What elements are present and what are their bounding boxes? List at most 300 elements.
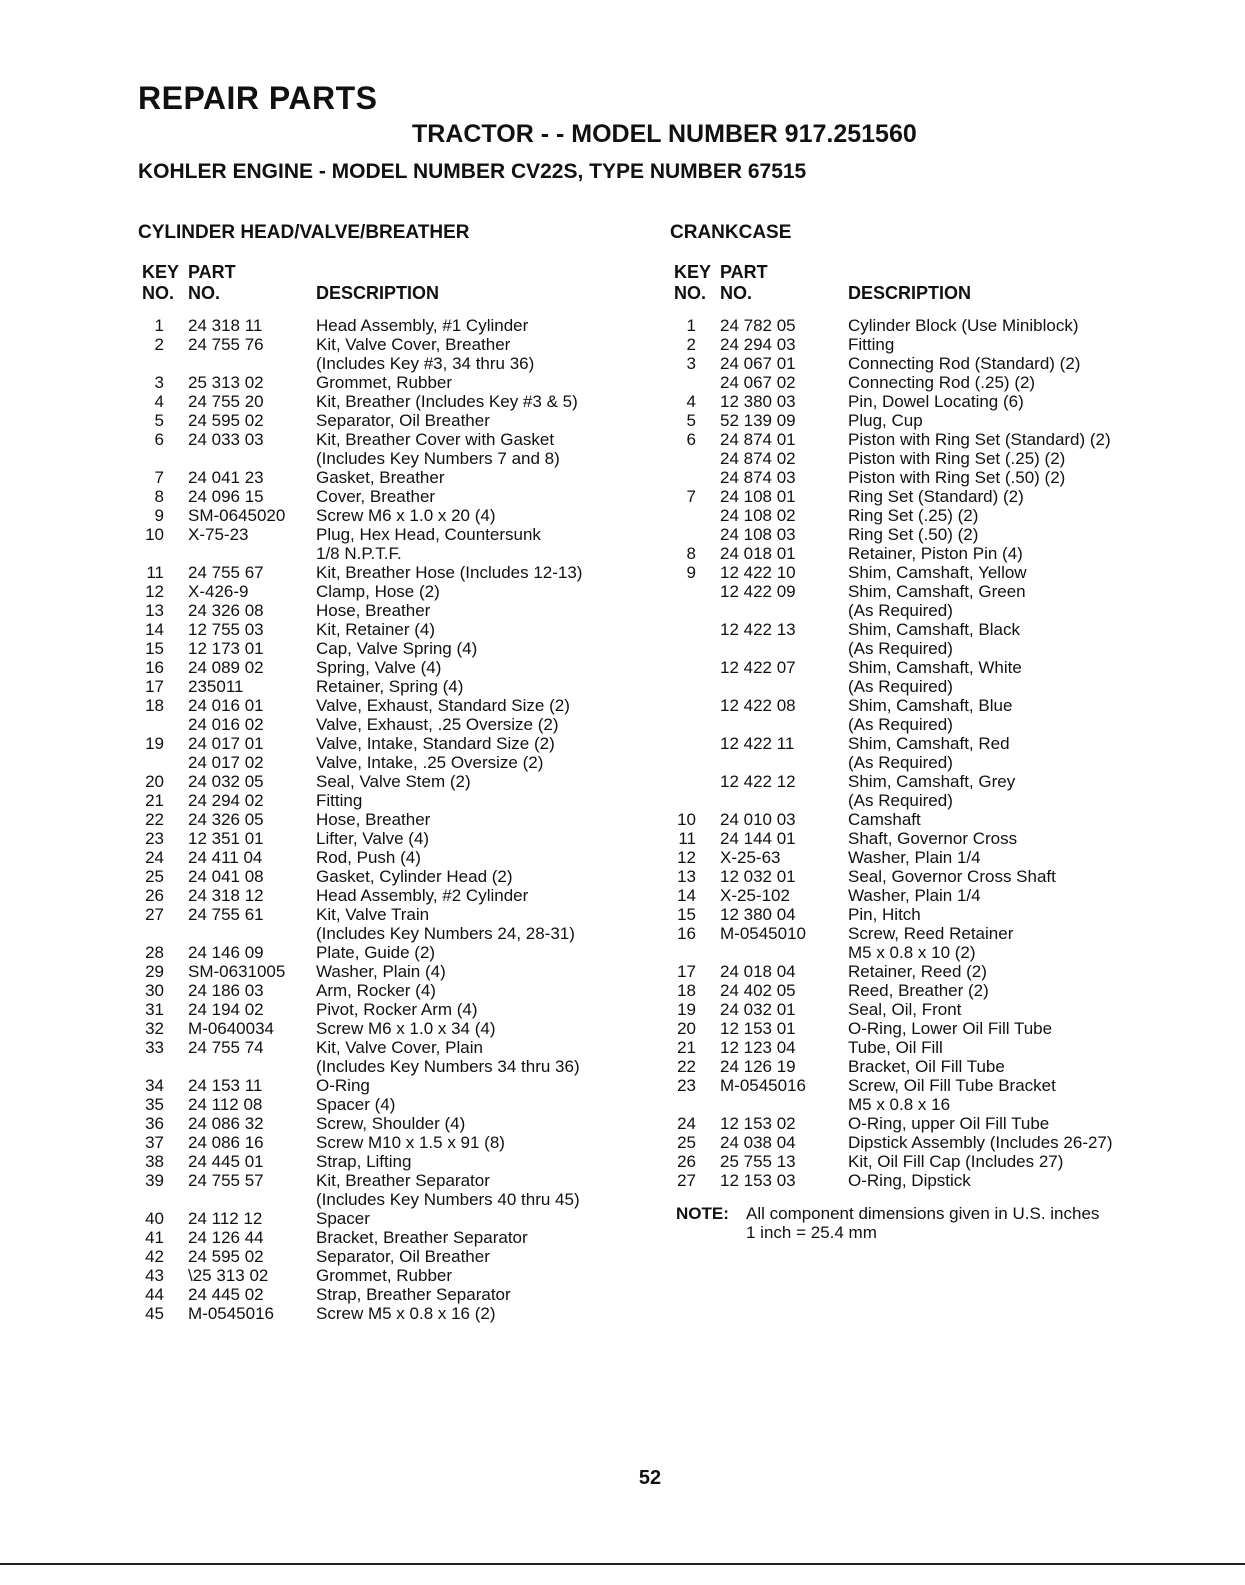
part-number: 24 318 12 [188,886,264,905]
part-row [138,430,638,449]
part-row [138,677,638,696]
part-description: Pin, Hitch [848,905,921,924]
part-description: Seal, Oil, Front [848,1000,962,1019]
part-row [138,810,638,829]
part-description: Head Assembly, #1 Cylinder [316,316,529,335]
part-number: 24 033 03 [188,430,264,449]
part-row [138,373,638,392]
key-number: 21 [677,1038,696,1057]
note-text-line1: All component dimensions given in U.S. inches [746,1204,1100,1223]
key-number: 34 [145,1076,164,1095]
column-headers [138,262,638,316]
key-number: 27 [145,905,164,924]
part-number: 24 032 05 [188,772,264,791]
part-description: Screw M6 x 1.0 x 20 (4) [316,506,496,525]
part-description: Kit, Retainer (4) [316,620,436,639]
part-row [670,620,1190,639]
part-row [138,335,638,354]
part-number: 24 294 03 [720,335,796,354]
part-number: 24 041 08 [188,867,264,886]
part-number: 24 108 03 [720,525,796,544]
key-number: 19 [145,734,164,753]
part-row [670,1000,1190,1019]
part-row [138,1095,638,1114]
part-description: Fitting [316,791,363,810]
part-description: (As Required) [848,715,953,734]
part-description: Washer, Plain 1/4 [848,886,981,905]
part-number: 24 318 11 [188,316,263,335]
part-number: 24 755 61 [188,905,264,924]
part-number: 12 380 03 [720,392,796,411]
part-description: O-Ring [316,1076,370,1095]
part-description: (Includes Key Numbers 24, 28-31) [316,924,575,943]
part-row [670,449,1190,468]
part-row [138,525,638,544]
part-row [670,772,1190,791]
part-description: Kit, Breather (Includes Key #3 & 5) [316,392,578,411]
key-number: 26 [677,1152,696,1171]
part-description: Retainer, Piston Pin (4) [848,544,1023,563]
part-description: Spring, Valve (4) [316,658,442,677]
key-number: 18 [145,696,164,715]
part-number: 24 294 02 [188,791,264,810]
part-number: SM-0645020 [188,506,286,525]
note-text-line2: 1 inch = 25.4 mm [746,1223,877,1242]
part-row [138,734,638,753]
part-number: 24 755 67 [188,563,264,582]
key-number: 15 [145,639,164,658]
part-row [138,411,638,430]
description-header: DESCRIPTION [316,283,440,303]
part-description: Retainer, Spring (4) [316,677,464,696]
part-row [138,696,638,715]
part-row [670,696,1190,715]
key-number: 17 [677,962,696,981]
part-row [138,1171,638,1190]
key-number: 11 [678,829,696,848]
part-number: 24 194 02 [188,1000,264,1019]
part-number: 12 422 09 [720,582,796,601]
part-description: Screw, Shoulder (4) [316,1114,466,1133]
key-number: 28 [145,943,164,962]
part-description: Kit, Valve Cover, Plain [316,1038,483,1057]
key-number: 10 [145,525,164,544]
part-row [138,1000,638,1019]
part-description: Shim, Camshaft, Black [848,620,1020,639]
part-number: 24 018 04 [720,962,796,981]
page-number: 52 [638,1467,662,1489]
part-row [670,1019,1190,1038]
part-row [670,943,1190,962]
part-number: 24 186 03 [188,981,264,1000]
column-headers [670,262,1190,316]
key-number: 1 [686,316,696,335]
part-description: (As Required) [848,753,953,772]
part-row [138,905,638,924]
part-row [670,791,1190,810]
part-number: X-426-9 [188,582,249,601]
part-row [138,1228,638,1247]
part-description: Bracket, Oil Fill Tube [848,1057,1005,1076]
part-header-line2: NO. [188,283,221,303]
cylinder-head-section [138,222,638,1323]
part-number: 24 086 32 [188,1114,264,1133]
part-row [670,658,1190,677]
part-description: Shim, Camshaft, Green [848,582,1026,601]
part-description: Plug, Cup [848,411,923,430]
key-number: 8 [154,487,164,506]
key-number: 8 [686,544,696,563]
part-description: Retainer, Reed (2) [848,962,987,981]
part-description: Screw M5 x 0.8 x 16 (2) [316,1304,496,1323]
part-number: 12 422 12 [720,772,796,791]
part-description: (As Required) [848,601,953,620]
part-description: Arm, Rocker (4) [316,981,436,1000]
part-number: M-0640034 [188,1019,275,1038]
tractor-model-heading: TRACTOR - - MODEL NUMBER 917.251560 [412,120,917,148]
part-number: 12 380 04 [720,905,796,924]
key-number: 14 [677,886,696,905]
part-description: (As Required) [848,677,953,696]
part-description: O-Ring, Dipstick [848,1171,971,1190]
part-row [138,1152,638,1171]
part-description: Separator, Oil Breather [316,1247,490,1266]
part-number: 24 411 04 [188,848,263,867]
part-row [670,316,1190,335]
part-number: 12 422 13 [720,620,796,639]
key-header-line2: NO. [142,283,175,303]
key-number: 16 [145,658,164,677]
part-description: O-Ring, Lower Oil Fill Tube [848,1019,1053,1038]
key-number: 18 [677,981,696,1000]
part-description: Reed, Breather (2) [848,981,989,1000]
key-number: 21 [145,791,164,810]
part-description: Pivot, Rocker Arm (4) [316,1000,478,1019]
part-row [138,1304,638,1323]
part-row [670,392,1190,411]
key-number: 4 [154,392,164,411]
part-description: M5 x 0.8 x 10 (2) [848,943,976,962]
part-number: 24 445 01 [188,1152,264,1171]
part-number: 24 096 15 [188,487,264,506]
part-number: 24 016 01 [188,696,264,715]
part-description: Rod, Push (4) [316,848,421,867]
part-description: Head Assembly, #2 Cylinder [316,886,529,905]
part-row [670,734,1190,753]
part-row [670,810,1190,829]
part-number: 24 126 19 [720,1057,796,1076]
section-title: CYLINDER HEAD/VALVE/BREATHER [138,222,470,243]
part-row [138,867,638,886]
key-number: 36 [145,1114,164,1133]
key-number: 6 [686,430,696,449]
part-number: 12 422 11 [720,734,795,753]
part-row [138,981,638,1000]
part-number: 12 422 10 [720,563,796,582]
key-number: 32 [145,1019,164,1038]
part-row [670,335,1190,354]
key-number: 2 [154,335,164,354]
key-number: 14 [145,620,164,639]
key-header-line1: KEY [674,262,712,282]
part-number: 12 351 01 [188,829,264,848]
key-number: 29 [145,962,164,981]
part-number: 24 144 01 [720,829,796,848]
part-description: Screw, Oil Fill Tube Bracket [848,1076,1056,1095]
part-row [670,886,1190,905]
key-number: 16 [677,924,696,943]
part-number: 25 755 13 [720,1152,796,1171]
part-description: Valve, Intake, .25 Oversize (2) [316,753,544,772]
part-number: 12 153 02 [720,1114,796,1133]
part-description: Ring Set (Standard) (2) [848,487,1024,506]
part-row [670,829,1190,848]
part-description: (Includes Key Numbers 7 and 8) [316,449,560,468]
page-title: REPAIR PARTS [138,80,378,116]
part-description: Camshaft [848,810,921,829]
key-number: 22 [677,1057,696,1076]
part-description: (Includes Key Numbers 40 thru 45) [316,1190,580,1209]
part-row [138,753,638,772]
part-number: 24 402 05 [720,981,796,1000]
part-row [670,468,1190,487]
part-description: Screw M6 x 1.0 x 34 (4) [316,1019,496,1038]
part-row [670,430,1190,449]
part-row [670,1095,1190,1114]
part-description: Connecting Rod (.25) (2) [848,373,1036,392]
part-description: Cap, Valve Spring (4) [316,639,478,658]
part-row [670,753,1190,772]
part-number: 24 126 44 [188,1228,264,1247]
key-number: 37 [145,1133,164,1152]
part-description: Bracket, Breather Separator [316,1228,528,1247]
part-description: Grommet, Rubber [316,373,453,392]
part-header-line1: PART [720,262,768,282]
part-row [138,620,638,639]
part-header-line1: PART [188,262,236,282]
part-row [138,506,638,525]
key-number: 45 [145,1304,164,1323]
part-description: Washer, Plain 1/4 [848,848,981,867]
part-row [138,449,638,468]
part-row [138,848,638,867]
part-description: Grommet, Rubber [316,1266,453,1285]
part-description: (As Required) [848,791,953,810]
part-row [670,677,1190,696]
part-description: Fitting [848,335,895,354]
part-number: X-25-102 [720,886,790,905]
key-number: 38 [145,1152,164,1171]
part-description: Kit, Valve Train [316,905,430,924]
part-number: 12 755 03 [188,620,264,639]
engine-model-heading: KOHLER ENGINE - MODEL NUMBER CV22S, TYPE NUMBER 67515 [138,160,807,183]
part-description: Cylinder Block (Use Miniblock) [848,316,1079,335]
part-description: Shaft, Governor Cross [848,829,1018,848]
part-description: Gasket, Cylinder Head (2) [316,867,513,886]
part-description: Clamp, Hose (2) [316,582,440,601]
part-number: \25 313 02 [188,1266,269,1285]
part-description: Valve, Exhaust, Standard Size (2) [316,696,570,715]
key-number: 20 [677,1019,696,1038]
part-description: Screw M10 x 1.5 x 91 (8) [316,1133,505,1152]
part-description: M5 x 0.8 x 16 [848,1095,951,1114]
part-number: 24 038 04 [720,1133,796,1152]
part-row [670,848,1190,867]
key-number: 6 [154,430,164,449]
part-row [670,1057,1190,1076]
part-description: Gasket, Breather [316,468,445,487]
part-row [670,1171,1190,1190]
part-description: Kit, Breather Separator [316,1171,490,1190]
part-description: Lifter, Valve (4) [316,829,430,848]
part-number: X-75-23 [188,525,249,544]
part-number: 24 017 02 [188,753,264,772]
part-number: 24 089 02 [188,658,264,677]
part-description: Piston with Ring Set (.25) (2) [848,449,1066,468]
part-row [138,582,638,601]
part-number: SM-0631005 [188,962,286,981]
note-label: NOTE: [676,1204,729,1223]
part-description: Hose, Breather [316,601,431,620]
part-row [670,373,1190,392]
part-number: 24 445 02 [188,1285,264,1304]
part-number: 24 874 03 [720,468,796,487]
part-row [138,1076,638,1095]
part-number: 24 153 11 [188,1076,263,1095]
key-number: 30 [145,981,164,1000]
part-row [670,601,1190,620]
part-number: 12 123 04 [720,1038,796,1057]
part-number: 24 041 23 [188,468,264,487]
key-number: 2 [686,335,696,354]
part-description: Valve, Exhaust, .25 Oversize (2) [316,715,559,734]
key-number: 5 [686,411,696,430]
part-number: 12 032 01 [720,867,796,886]
part-number: 12 153 01 [720,1019,796,1038]
part-number: 24 782 05 [720,316,796,335]
part-description: Tube, Oil Fill [848,1038,943,1057]
key-number: 35 [145,1095,164,1114]
key-number: 17 [145,677,164,696]
part-row [670,962,1190,981]
part-row [670,905,1190,924]
part-number: 12 153 03 [720,1171,796,1190]
part-row [138,962,638,981]
part-number: 24 067 01 [720,354,796,373]
part-description: Kit, Breather Hose (Includes 12-13) [316,563,583,582]
key-header-line1: KEY [142,262,180,282]
key-number: 4 [686,392,696,411]
key-number: 44 [145,1285,164,1304]
part-number: 24 755 20 [188,392,264,411]
part-description: Spacer (4) [316,1095,396,1114]
key-header-line2: NO. [674,283,707,303]
key-number: 5 [154,411,164,430]
part-number: 24 874 02 [720,449,796,468]
part-row [138,544,638,563]
part-number: 24 017 01 [188,734,264,753]
part-row [670,639,1190,658]
part-description: Connecting Rod (Standard) (2) [848,354,1081,373]
part-description: Kit, Oil Fill Cap (Includes 27) [848,1152,1064,1171]
key-number: 26 [145,886,164,905]
key-number: 25 [677,1133,696,1152]
part-description: Hose, Breather [316,810,431,829]
key-number: 15 [677,905,696,924]
part-number: 25 313 02 [188,373,264,392]
part-description: Kit, Breather Cover with Gasket [316,430,555,449]
key-number: 20 [145,772,164,791]
key-number: 1 [154,316,164,335]
part-description: Seal, Valve Stem (2) [316,772,471,791]
part-description: Spacer [316,1209,370,1228]
key-number: 23 [677,1076,696,1095]
part-description: Washer, Plain (4) [316,962,446,981]
part-number: M-0545010 [720,924,807,943]
part-number: X-25-63 [720,848,781,867]
part-description: (Includes Key Numbers 34 thru 36) [316,1057,580,1076]
part-number: M-0545016 [720,1076,807,1095]
part-row [138,943,638,962]
key-number: 11 [146,563,164,582]
part-number: 24 010 03 [720,810,796,829]
key-number: 31 [145,1000,164,1019]
key-number: 7 [154,468,164,487]
part-description: Pin, Dowel Locating (6) [848,392,1024,411]
key-number: 27 [677,1171,696,1190]
key-number: 42 [145,1247,164,1266]
part-number: 24 874 01 [720,430,796,449]
part-description: Strap, Lifting [316,1152,412,1171]
part-number: 24 112 08 [188,1095,263,1114]
part-row [670,1114,1190,1133]
part-row [138,1019,638,1038]
part-row [138,316,638,335]
part-description: Plate, Guide (2) [316,943,436,962]
part-row [138,886,638,905]
part-description: (As Required) [848,639,953,658]
part-row [670,981,1190,1000]
part-number: 24 108 01 [720,487,796,506]
part-row [138,468,638,487]
key-number: 24 [677,1114,696,1133]
part-row [138,1266,638,1285]
part-row [670,411,1190,430]
part-number: 24 112 12 [188,1209,263,1228]
part-number: 24 032 01 [720,1000,796,1019]
part-row [138,487,638,506]
part-row [670,924,1190,943]
part-description: (Includes Key #3, 34 thru 36) [316,354,535,373]
part-description: Seal, Governor Cross Shaft [848,867,1056,886]
part-description: Cover, Breather [316,487,436,506]
part-row [670,487,1190,506]
part-row [138,1038,638,1057]
part-description: Ring Set (.50) (2) [848,525,979,544]
description-header: DESCRIPTION [848,283,972,303]
part-row [138,715,638,734]
part-row [138,1114,638,1133]
crankcase-section [670,222,1190,1242]
part-row [138,1190,638,1209]
part-row [670,1038,1190,1057]
part-row [138,1057,638,1076]
part-row [670,1076,1190,1095]
key-number: 39 [145,1171,164,1190]
key-number: 7 [686,487,696,506]
part-description: Shim, Camshaft, White [848,658,1022,677]
part-number: M-0545016 [188,1304,275,1323]
